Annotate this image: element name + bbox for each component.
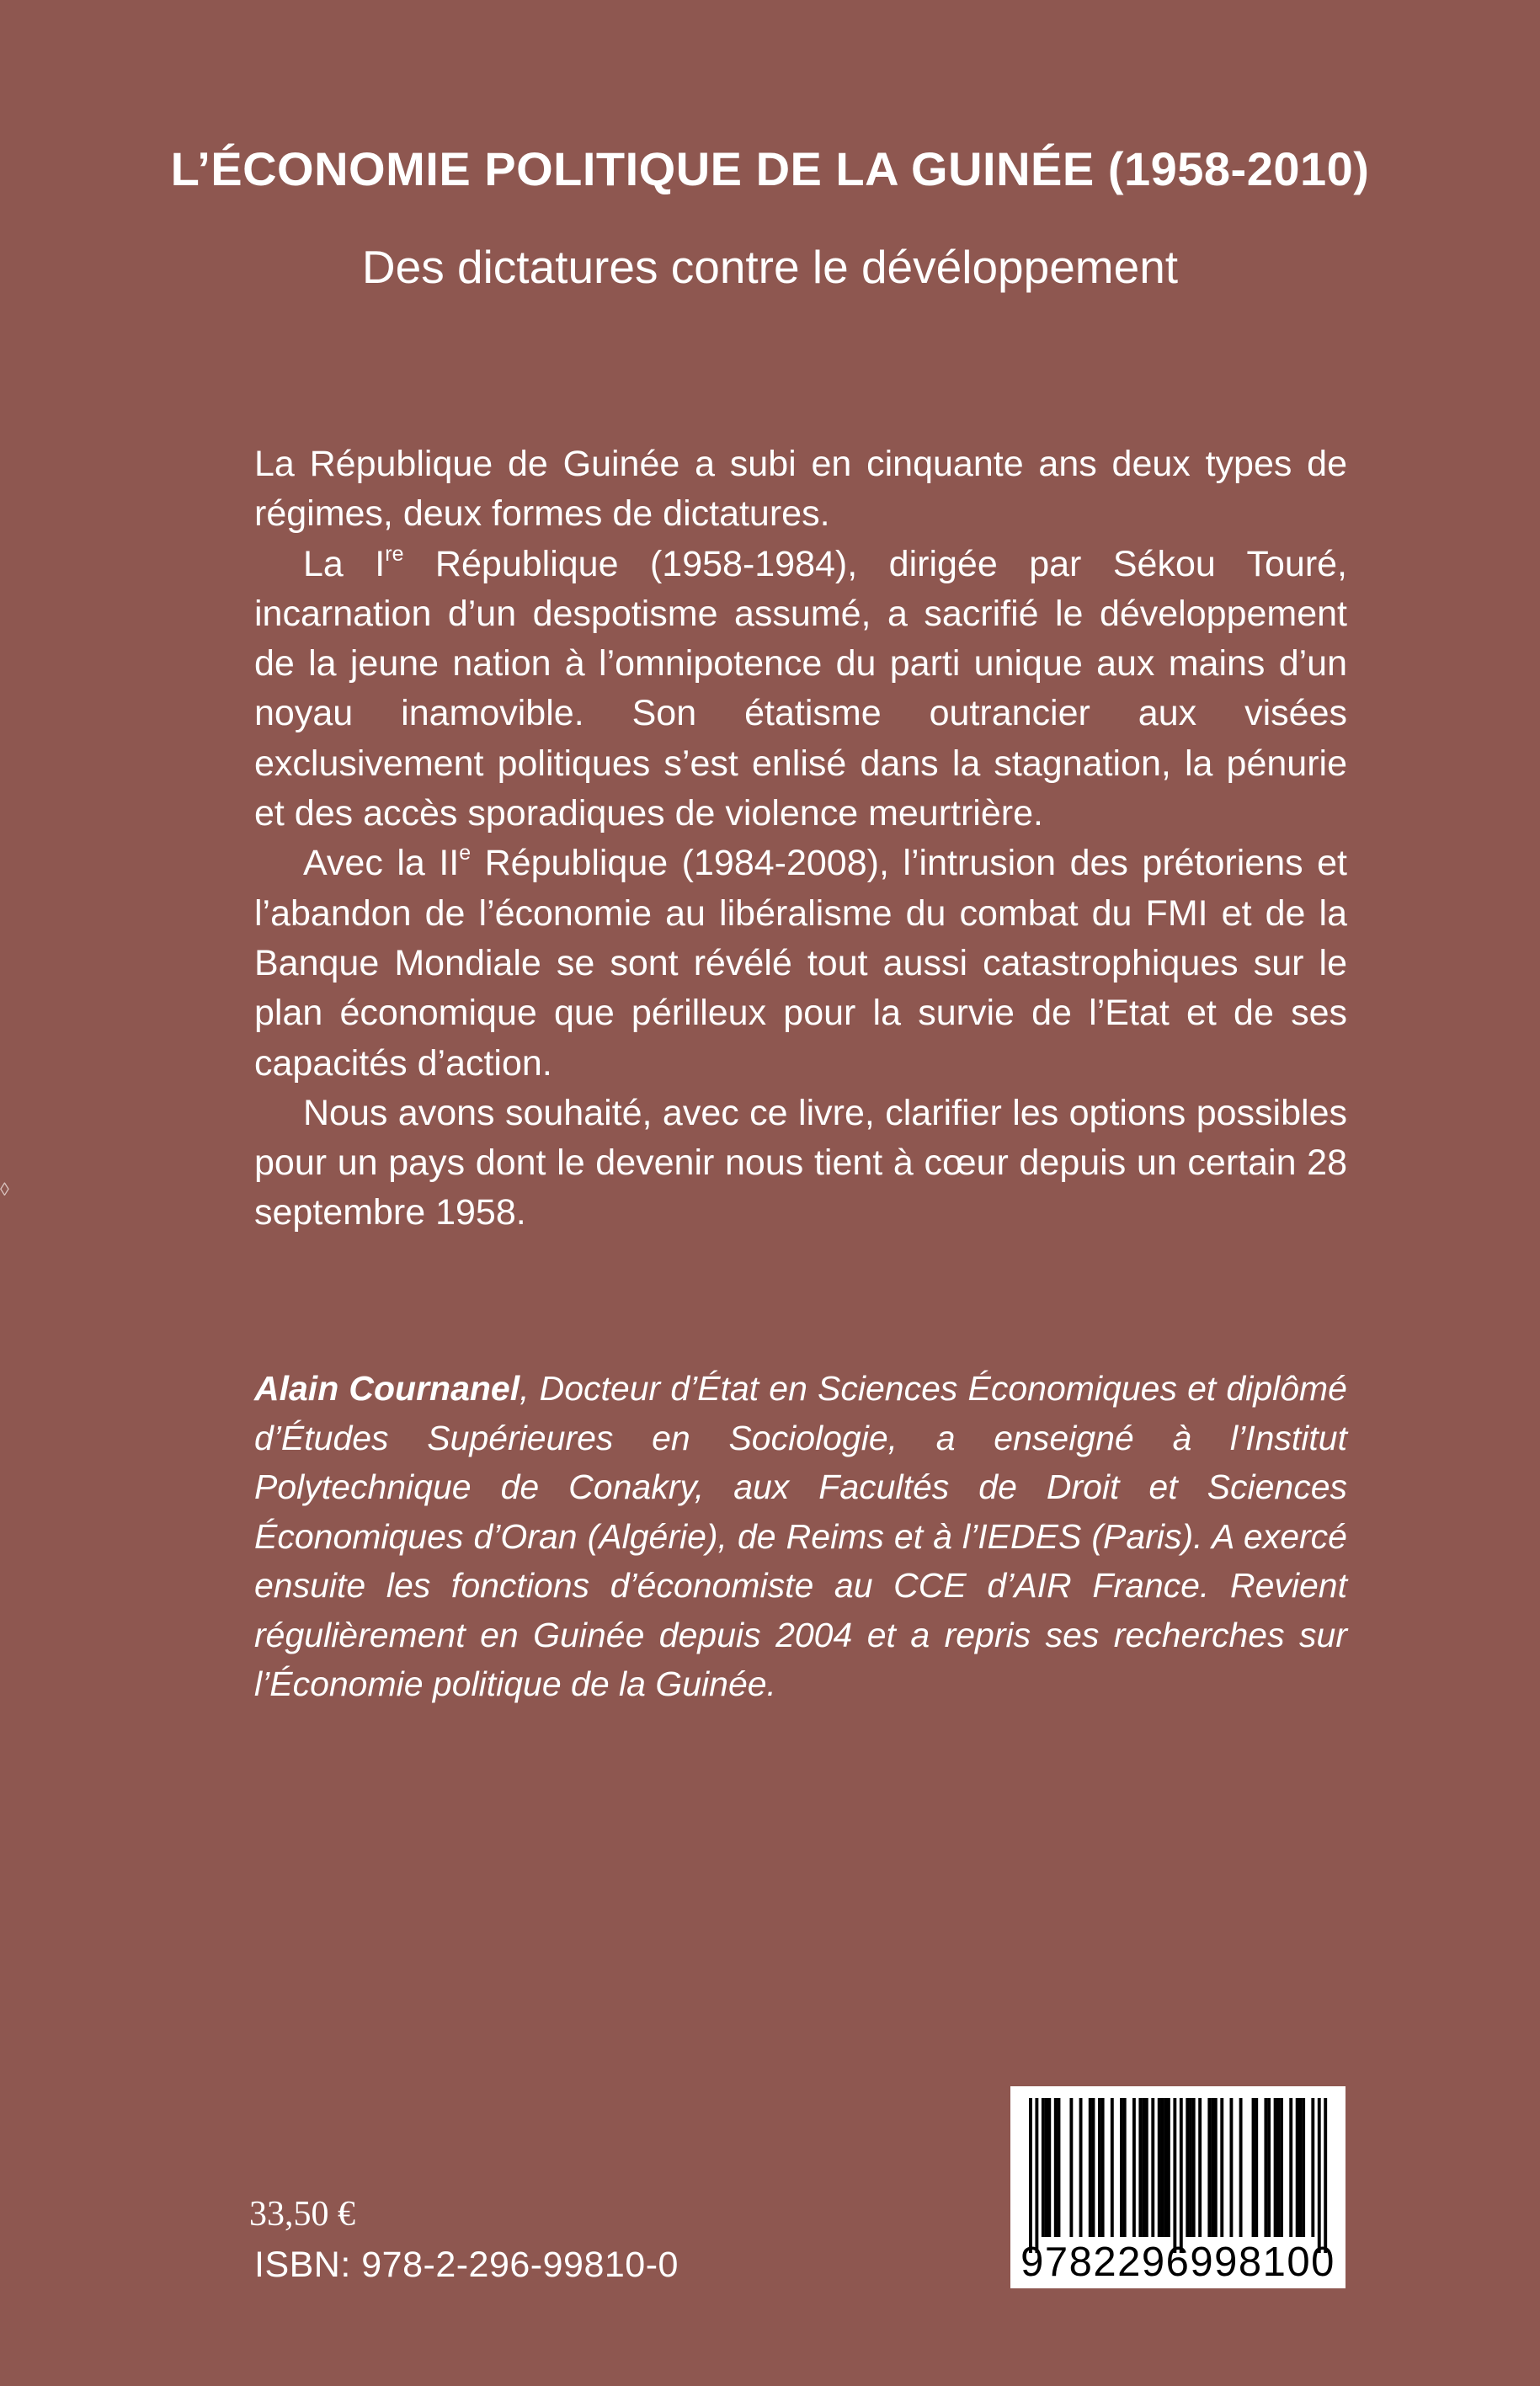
summary-p3-body: République (1984-2008), l’intrusion des prétoriens et l’abandon de l’économie au libéralisme du combat du FMI et de la Banque Mondiale se sont révélé tout aussi catastrophiques sur le plan économique que périlleux pour la survie de l’Etat et de ses capacités d’action. — [254, 843, 1347, 1084]
edge-registration-mark: ◊ — [0, 1179, 9, 1200]
barcode-guard-bar — [1035, 2098, 1038, 2253]
barcode-bar — [1211, 2098, 1214, 2237]
barcode — [1010, 2086, 1346, 2288]
barcode-digits: 9782296998100 — [1020, 2240, 1335, 2285]
barcode-bar — [1045, 2098, 1048, 2237]
summary-paragraph-2 — [254, 540, 1347, 839]
summary-paragraph-3 — [254, 839, 1347, 1088]
barcode-bar — [1069, 2098, 1073, 2237]
barcode-guard-bar — [1318, 2098, 1321, 2253]
barcode-bar — [1145, 2098, 1148, 2237]
barcode-bar — [1296, 2098, 1299, 2237]
author-name: Alain Cournanel — [254, 1369, 520, 1408]
author-bio — [254, 1364, 1347, 1709]
barcode-bar — [1161, 2098, 1164, 2237]
barcode-bar — [1132, 2098, 1136, 2237]
summary-p2-body: République (1958-1984), dirigée par Sékou Touré, incarnation d’un despotisme assumé, a sacrifié le développement de la jeune nation à l’omnipotence du parti unique aux mains d’un noyau inamovible. Son étatisme outrancier aux visées exclusivement politiques s’est enlisé dans la stagnation, la pénurie et des accès sporadiques de violence meurtrière. — [254, 543, 1347, 834]
summary-p2-lead: La I — [303, 543, 386, 584]
isbn-label: ISBN: 978-2-296-99810-0 — [254, 2245, 679, 2285]
barcode-bar — [1274, 2098, 1277, 2237]
barcode-bar — [1079, 2098, 1083, 2237]
barcode-bar — [1298, 2098, 1302, 2237]
barcode-bar — [1252, 2098, 1255, 2237]
summary-p2-superscript: re — [385, 541, 404, 566]
author-bio-text: , Docteur d’État en Sciences Économiques et diplômé d’Études Supérieures en Sociologie, a enseigné à l’Institut Polytechnique de Conakry, aux Facultés de Droit et Sciences Économiques d’Oran (Algérie), de Reims et à l’IEDES (Paris). A exercé ensuite les fonctions d’économiste au CCE d’AIR France. Revient régulièrement en Guinée depuis 2004 et a repris ses recherches sur l’Économie politique de la Guinée. — [254, 1369, 1347, 1703]
barcode-bar — [1302, 2098, 1305, 2237]
barcode-bar — [1276, 2098, 1280, 2237]
barcode-bar — [1267, 2098, 1271, 2237]
barcode-bar — [1142, 2098, 1145, 2237]
summary-p3-superscript: e — [459, 841, 472, 865]
summary-paragraph-4: Nous avons souhaité, avec ce livre, clarifier les options possibles pour un pays dont le devenir nous tient à cœur depuis un certain 28 septembre 1958. — [254, 1092, 1347, 1233]
barcode-bar — [1047, 2098, 1051, 2237]
barcode-bar — [1264, 2098, 1267, 2237]
barcode-bar — [1111, 2098, 1114, 2237]
barcode-bar — [1255, 2098, 1258, 2237]
summary-paragraph-1: La République de Guinée a subi en cinquante ans deux types de régimes, deux formes de dictatures. — [254, 444, 1347, 535]
barcode-guard-bar — [1180, 2098, 1183, 2253]
barcode-bar — [1138, 2098, 1142, 2237]
barcode-bar — [1098, 2098, 1101, 2237]
barcode-bar — [1189, 2098, 1192, 2237]
barcode-bar — [1089, 2098, 1092, 2237]
barcode-guard-bar — [1173, 2098, 1176, 2253]
barcode-bar — [1214, 2098, 1218, 2237]
barcode-bar — [1239, 2098, 1243, 2237]
book-title: L’ÉCONOMIE POLITIQUE DE LA GUINÉE (1958-2010) — [170, 142, 1370, 195]
barcode-bar — [1229, 2098, 1233, 2237]
barcode-bar — [1186, 2098, 1189, 2237]
book-subtitle: Des dictatures contre le dévéloppement — [361, 241, 1179, 293]
price-label: 33,50 € — [249, 2195, 355, 2234]
barcode-bar — [1198, 2098, 1202, 2237]
barcode-bar — [1289, 2098, 1292, 2237]
barcode-bar — [1042, 2098, 1045, 2237]
summary-text — [254, 439, 1347, 1238]
barcode-bar — [1123, 2098, 1127, 2237]
barcode-bar — [1311, 2098, 1314, 2237]
barcode-bar — [1207, 2098, 1211, 2237]
barcode-bar — [1058, 2098, 1061, 2237]
barcode-bar — [1158, 2098, 1161, 2237]
barcode-guard-bar — [1029, 2098, 1032, 2253]
barcode-guard-bar — [1324, 2098, 1327, 2253]
barcode-bar — [1192, 2098, 1196, 2237]
barcode-bar — [1280, 2098, 1283, 2237]
barcode-bar — [1054, 2098, 1058, 2237]
barcode-bar — [1164, 2098, 1167, 2237]
barcode-bar — [1220, 2098, 1223, 2237]
barcode-bar — [1167, 2098, 1170, 2237]
barcode-bar — [1120, 2098, 1123, 2237]
barcode-bar — [1101, 2098, 1105, 2237]
barcode-bar — [1151, 2098, 1154, 2237]
summary-p3-lead: Avec la II — [303, 843, 460, 884]
barcode-bar — [1092, 2098, 1095, 2237]
